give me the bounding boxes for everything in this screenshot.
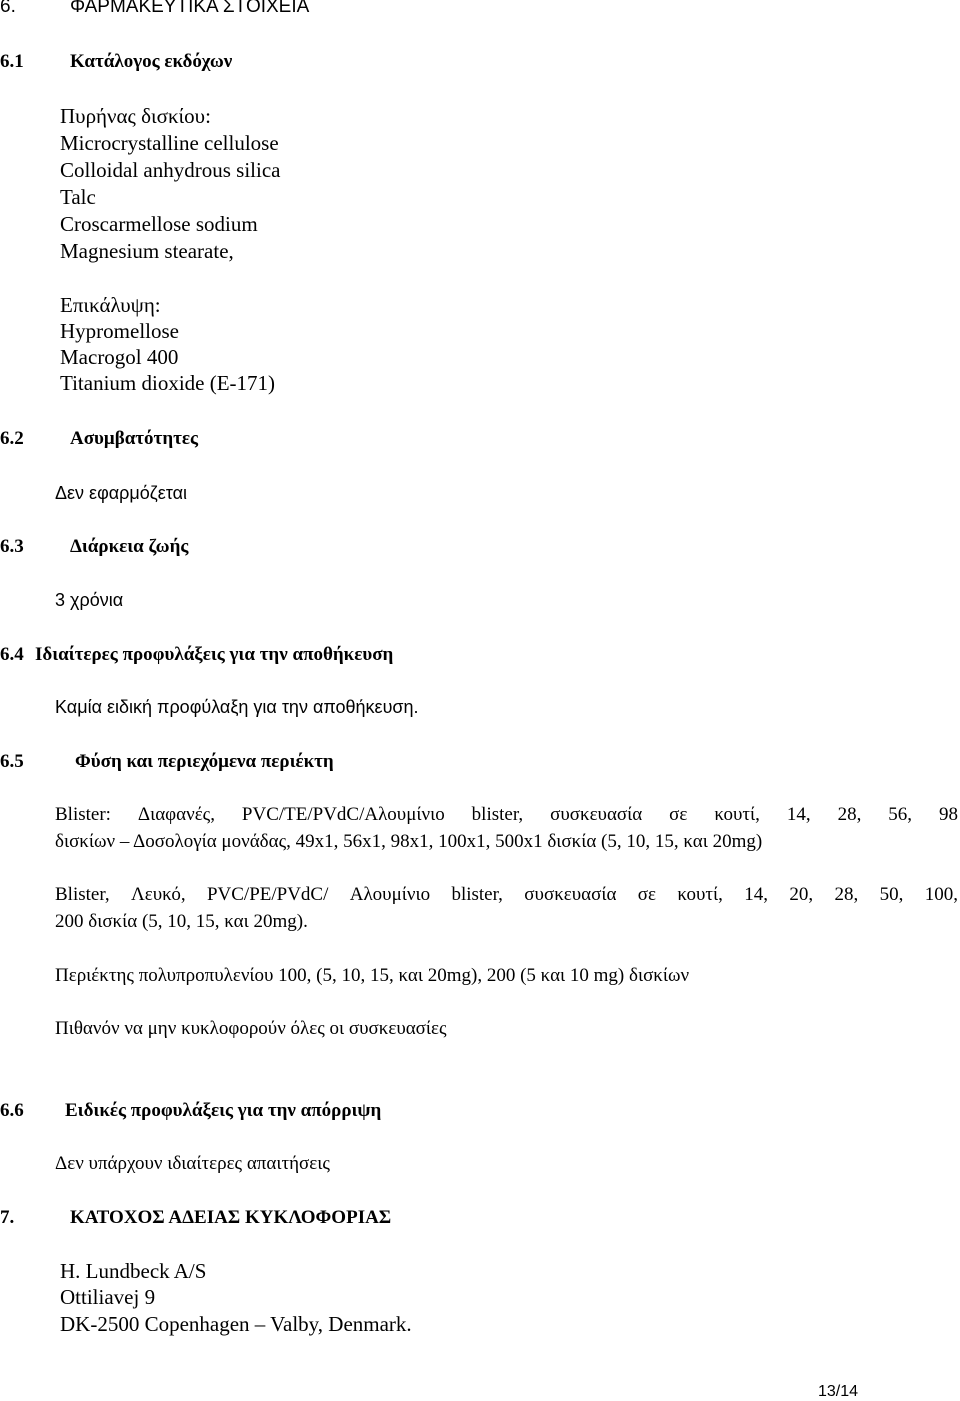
section-6-2-title: Ασυμβατότητες [70, 428, 198, 449]
core-item: Magnesium stearate, [60, 239, 234, 263]
section-6-3-number: 6.3 [0, 536, 24, 557]
section-6-5-title: Φύση και περιεχόμενα περιέκτη [75, 751, 334, 772]
packaging-paragraph-line: 200 δισκία (5, 10, 15, και 20mg). [55, 911, 308, 932]
coating-label: Επικάλυψη: [60, 293, 161, 317]
coating-item: Titanium dioxide (E-171) [60, 371, 276, 395]
core-item: Microcrystalline cellulose [60, 131, 279, 155]
packaging-paragraph: Περιέκτης πολυπροπυλενίου 100, (5, 10, 15, και 20mg), 200 (5 και 10 mg) δισκίων [55, 965, 690, 986]
packaging-paragraph: Πιθανόν να μην κυκλοφορούν όλες οι συσκευασίες [55, 1018, 447, 1039]
address-line: Ottiliavej 9 [60, 1285, 156, 1309]
coating-item: Macrogol 400 [60, 345, 179, 369]
address-line: DK-2500 Copenhagen – Valby, Denmark. [60, 1312, 412, 1336]
section-6-number: 6. [0, 0, 16, 17]
address-line: H. Lundbeck A/S [60, 1259, 207, 1283]
section-6-6-title: Ειδικές προφυλάξεις για την απόρριψη [65, 1100, 382, 1121]
section-6-4-title: Ιδιαίτερες προφυλάξεις για την αποθήκευση [35, 644, 394, 665]
section-6-6-text: Δεν υπάρχουν ιδιαίτερες απαιτήσεις [55, 1153, 330, 1174]
section-6-6-number: 6.6 [0, 1100, 24, 1121]
section-6-2-number: 6.2 [0, 428, 24, 449]
packaging-paragraph-line: Blister: Διαφανές, PVC/TE/PVdC/Αλουμίνιο blister, συσκευασία σε κουτί, 14, 28, 56, 98 [55, 804, 958, 825]
section-6-title: ΦΑΡΜΑΚΕΥΤΙΚΑ ΣΤΟΙΧΕΙΑ [70, 0, 310, 17]
core-item: Colloidal anhydrous silica [60, 158, 281, 182]
core-label: Πυρήνας δισκίου: [60, 104, 211, 128]
section-7-number: 7. [0, 1207, 15, 1228]
core-item: Talc [60, 185, 96, 209]
section-6-2-text: Δεν εφαρμόζεται [55, 483, 187, 503]
section-6-5-number: 6.5 [0, 751, 24, 772]
section-6-4-number: 6.4 [0, 644, 24, 665]
core-item: Croscarmellose sodium [60, 212, 258, 236]
page-number: 13/14 [818, 1383, 859, 1400]
section-7-title: ΚΑΤΟΧΟΣ ΑΔΕΙΑΣ ΚΥΚΛΟΦΟΡΙΑΣ [70, 1207, 392, 1228]
section-6-3-title: Διάρκεια ζωής [70, 536, 189, 557]
section-6-1-title: Κατάλογος εκδόχων [70, 51, 233, 72]
section-6-1-number: 6.1 [0, 51, 24, 72]
section-6-3-text: 3 χρόνια [55, 590, 124, 610]
packaging-paragraph-line: Blister, Λευκό, PVC/PE/PVdC/ Αλουμίνιο blister, συσκευασία σε κουτί, 14, 20, 28, 50, 100, [55, 884, 958, 905]
section-6-4-text: Καμία ειδική προφύλαξη για την αποθήκευση. [55, 697, 419, 717]
packaging-paragraph-line: δισκίων – Δοσολογία μονάδας, 49x1, 56x1, 98x1, 100x1, 500x1 δισκία (5, 10, 15, και 20mg) [55, 831, 763, 852]
coating-item: Hypromellose [60, 319, 179, 343]
